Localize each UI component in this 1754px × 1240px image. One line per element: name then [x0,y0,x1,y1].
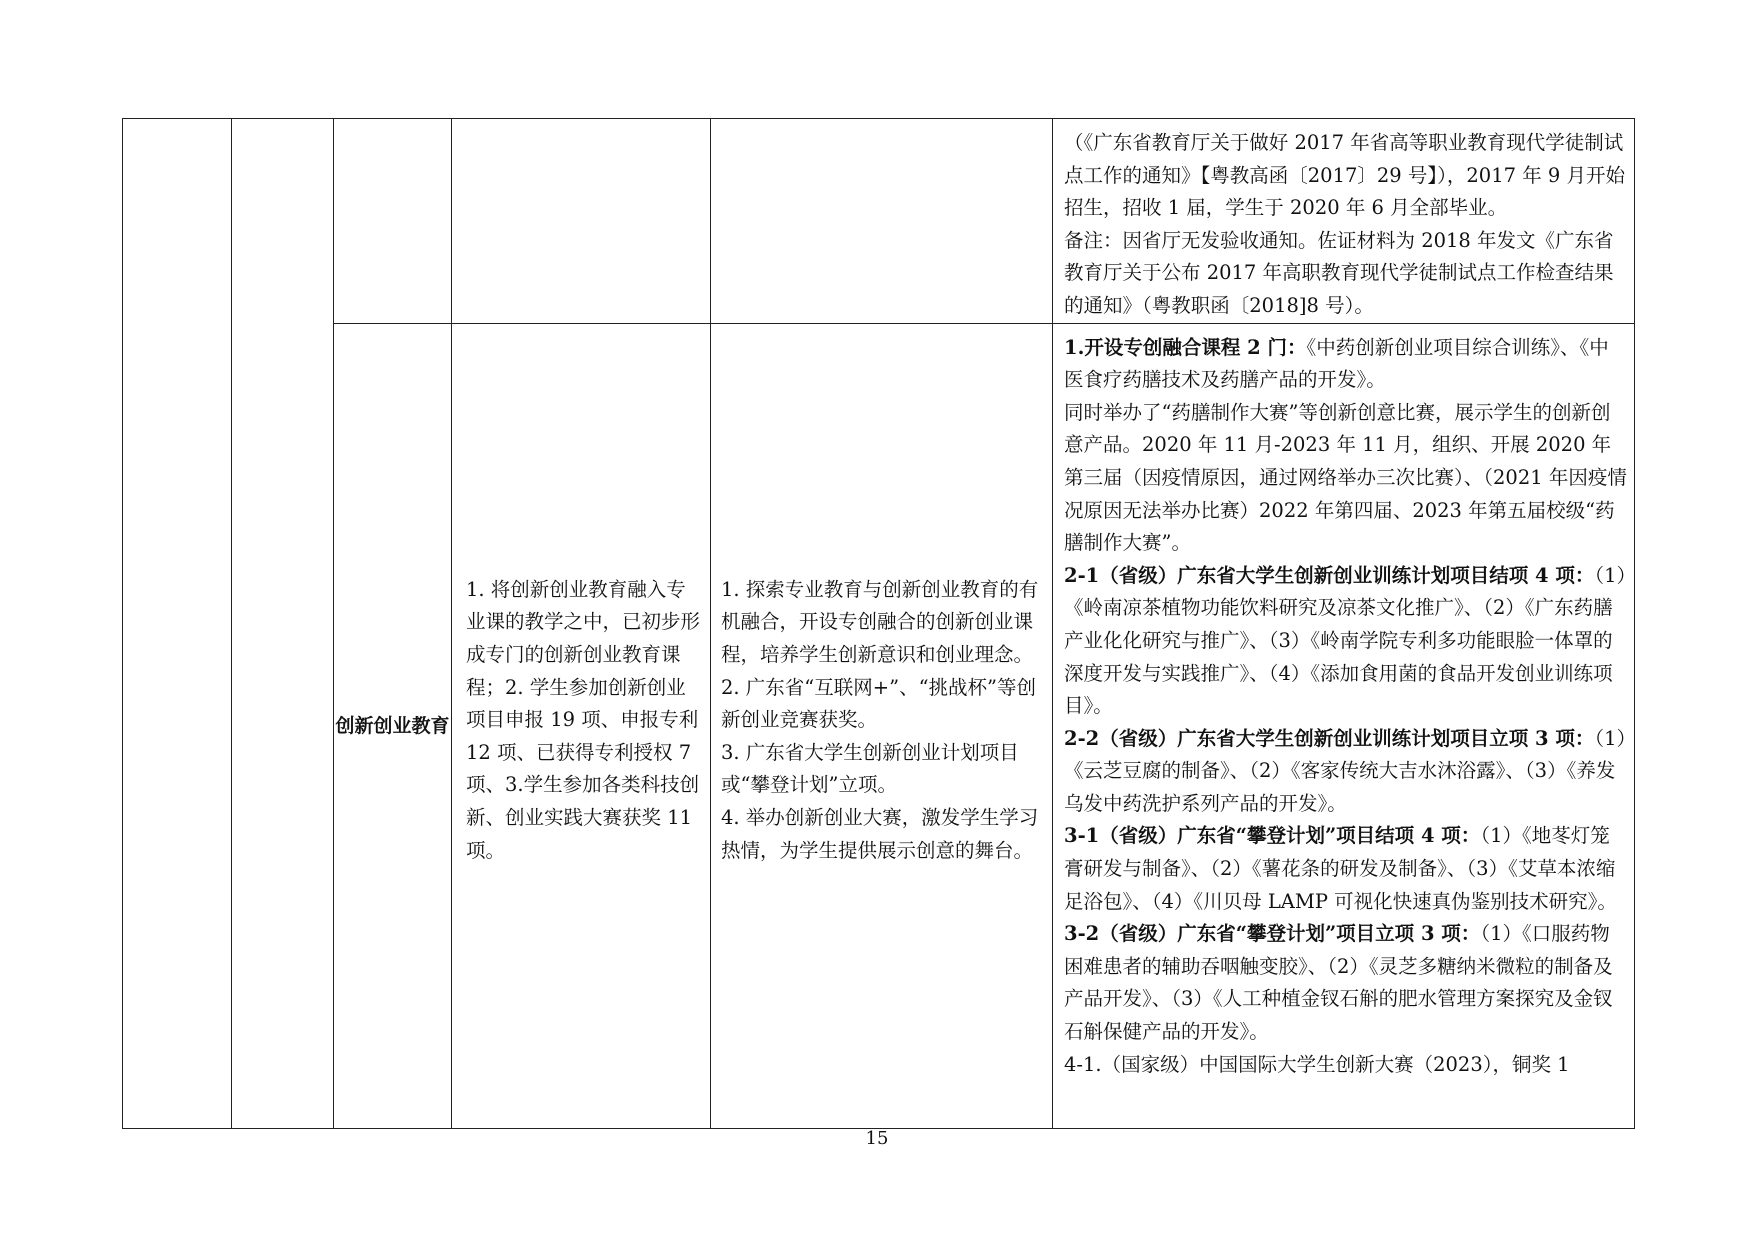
achievements-cell [452,323,711,1128]
table-cell [334,119,452,324]
evidence-cell [1053,119,1635,324]
evidence-heading: 2-1（省级）广东省大学生创新创业训练计划项目结项 4 项： [1064,563,1595,587]
evidence-text: （1）《云芝豆腐的制备》、（2）《客家传统大吉水沐浴露》、（3）《养发乌发中药洗护系列产品的开发》。 [1064,726,1627,815]
evidence-paragraph [1064,560,1628,723]
evidence-note: 备注：因省厅无发验收通知。佐证材料为 2018 年发文《广东省教育厅关于公布 2017 年高职教育现代学徒制试点工作检查结果的通知》（粤教职函〔2018]8 号）。 [1064,228,1614,317]
table-row [123,323,1635,1128]
table-cell [711,119,1053,324]
achievements-text: 1. 将创新创业教育融入专业课的教学之中，已初步形成专门的创新创业教育课程；2. 学生参加创新创业项目申报 19 项、申报专利 12 项、已获得专利授权 7 项、3.学生参加各类科技创新、创业实践大赛获奖 11 项。 [466,577,701,862]
table-cell [452,119,711,324]
evidence-text: 4-1.（国家级）中国国际大学生创新大赛（2023），铜奖 1 [1064,1052,1570,1076]
evidence-paragraph [1064,397,1628,560]
evidence-paragraph [1064,820,1628,918]
category-cell [334,323,452,1128]
category-label: 创新创业教育 [335,714,450,737]
evidence-text: （1）《岭南凉茶植物功能饮料研究及凉茶文化推广》、（2）《广东药膳产业化化研究与推广》、（3）《岭南学院专利多功能眼脸一体罩的深度开发与实践推广》、（4）《添加食用菌的食品开发创业训练项目》。 [1064,563,1627,718]
evidence-text: 同时举办了“药膳制作大赛”等创新创意比赛，展示学生的创新创意产品。2020 年 11 月-2023 年 11 月，组织、开展 2020 年第三届（因疫情原因，通过网络举办三次比赛）、（2021 年因疫情况原因无法举办比赛）2022 年第四届、2023 年第五届校级“药膳制作大赛”。 [1064,400,1627,555]
page-number: 15 [865,1128,889,1149]
evidence-heading: 2-2（省级）广东省大学生创新创业训练计划项目立项 3 项： [1064,726,1595,750]
content-table [122,118,1635,1129]
evidence-cell [1053,323,1635,1128]
table-cell [123,119,232,1129]
evidence-text: 《中药创新创业项目综合训练》、《中医食疗药膳技术及药膳产品的开发》。 [1064,335,1609,392]
indicator-item: 3. 广东省大学生创新创业计划项目或“攀登计划”立项。 [721,740,1019,797]
indicators-cell [711,323,1053,1128]
evidence-heading: 3-1（省级）广东省“攀登计划”项目结项 4 项： [1064,824,1481,848]
evidence-paragraph [1064,332,1628,397]
evidence-heading: 3-2（省级）广东省“攀登计划”项目立项 3 项： [1064,922,1481,946]
evidence-paragraph [1064,1049,1628,1082]
evidence-heading: 1.开设专创融合课程 2 门： [1064,335,1307,359]
evidence-text: （1）《地苳灯笼膏研发与制备》、（2）《薯花条的研发及制备》、（3）《艾草本浓缩足浴包》、（4）《川贝母 LAMP 可视化快速真伪鉴别技术研究》。 [1064,824,1617,913]
table-cell [232,119,334,1129]
indicator-item: 4. 举办创新创业大赛，激发学生学习热情，为学生提供展示创意的舞台。 [721,806,1039,862]
indicator-item: 1. 探索专业教育与创新创业教育的有机融合，开设专创融合的创新创业课程，培养学生创新意识和创业理念。 [721,577,1039,667]
evidence-paragraph: （《广东省教育厅关于做好 2017 年省高等职业教育现代学徒制试点工作的通知》【粤教高函〔2017〕29 号】），2017 年 9 月开始招生，招收 1 届，学生于 2020 年 6 月全部毕业。 [1064,131,1626,220]
indicator-item: 2. 广东省“互联网+”、“挑战杯”等创新创业竞赛获奖。 [721,675,1037,732]
evidence-paragraph [1064,918,1628,1048]
evidence-paragraph [1064,723,1628,821]
evidence-text: （1）《口服药物困难患者的辅助吞咽触变胶》、（2）《灵芝多糖纳米微粒的制备及产品开发》、（3）《人工种植金钗石斛的肥水管理方案探究及金钗石斛保健产品的开发》。 [1064,922,1613,1044]
table-row [123,119,1635,324]
